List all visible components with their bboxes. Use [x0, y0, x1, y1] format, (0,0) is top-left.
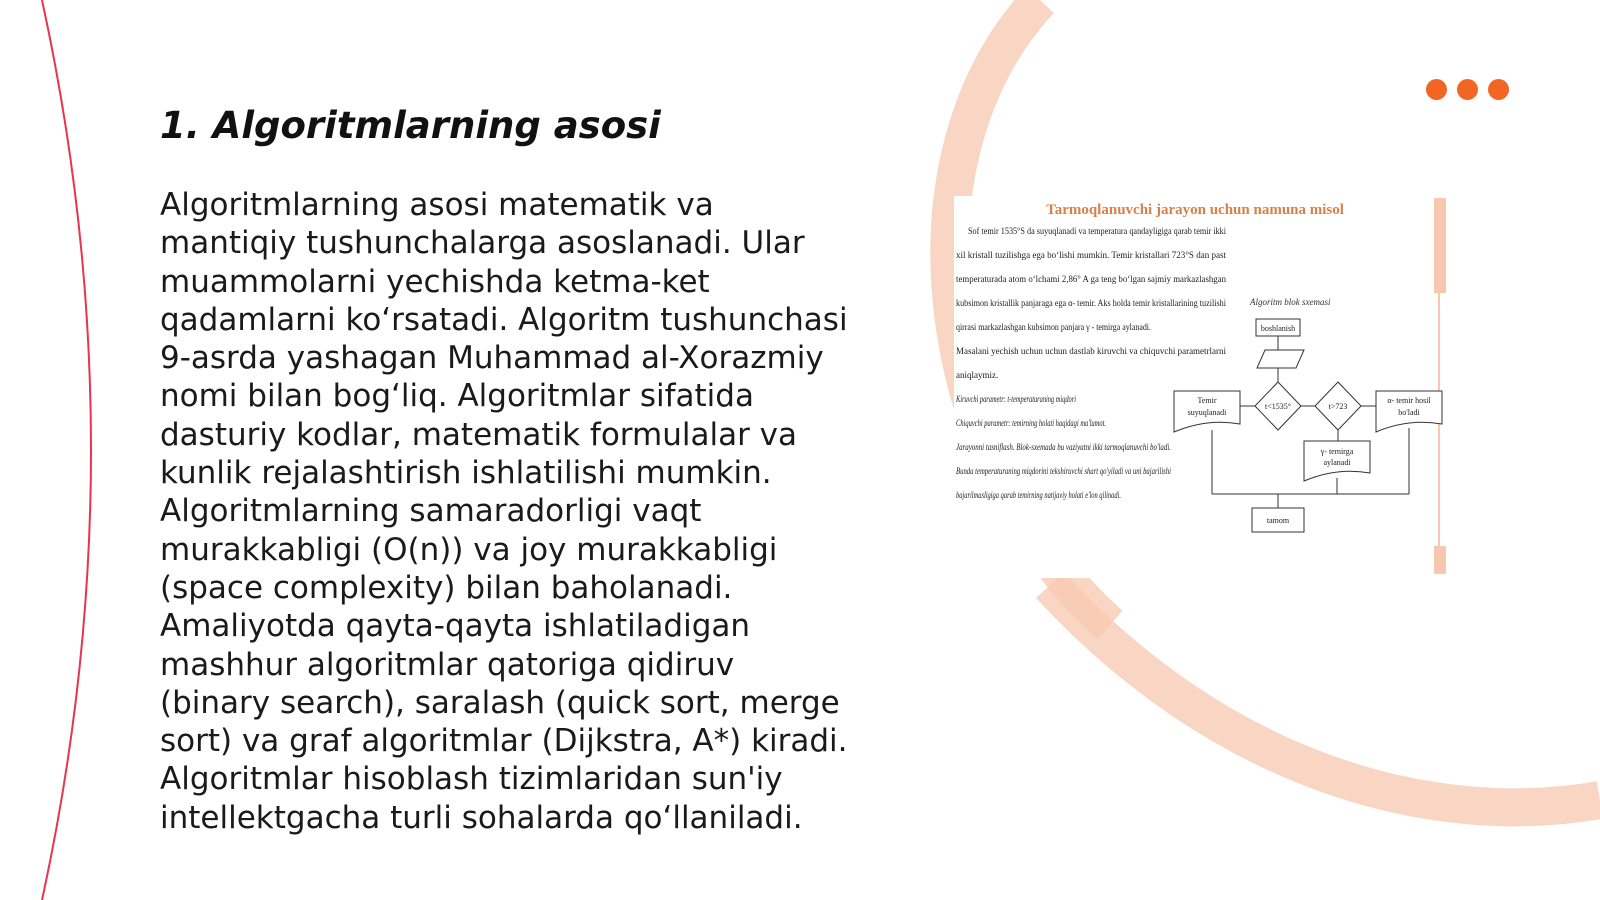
- figure-text-line: qirrasi markazlashgan kubsimon panjara γ - temirga aylanadi.: [956, 322, 1151, 332]
- figure-side-bar: [1434, 546, 1446, 574]
- figure-text-line: xil kristall tuzilishga ega boʻlishi mumkin. Temir kristallari 723°S dan past: [956, 250, 1227, 260]
- figure-text-line: Masalani yechish uchun uchun dastlab kiruvchi va chiquvchi parametrlarni: [956, 346, 1227, 356]
- figure-text-line: Kiruvchi parametr: t-temperaturaning miqdori: [955, 394, 1077, 404]
- right-box-label: α- temir hosil: [1387, 396, 1431, 405]
- condition-node-1-label: t<1535°: [1265, 402, 1291, 411]
- input-node: [1257, 350, 1304, 368]
- flowchart-figure: [954, 196, 1450, 578]
- figure-heading: Tarmoqlanuvchi jarayon uchun namuna misol: [1046, 202, 1344, 218]
- figure-text-line: kubsimon kristallik panjaraga ega α- temir. Aks holda temir kristallarining tuzilishi: [956, 298, 1227, 308]
- left-red-curve: [42, 0, 91, 900]
- flowchart-image: [954, 196, 1450, 578]
- figure-text-line: Chiquvchi parametr: temirning holati haqidagi ma'lumot.: [956, 418, 1106, 428]
- left-box-label: suyuqlanadi: [1187, 408, 1227, 417]
- slide-title: 1. Algoritmlarning asosi: [160, 104, 661, 147]
- figure-text-line: Bunda temperaturaning miqdorini tekshiruvchi shart qo'yiladi va uni bajarilishi: [956, 466, 1172, 476]
- middle-box-label: γ- temirga: [1320, 447, 1354, 456]
- right-box-label: bo'ladi: [1398, 408, 1420, 417]
- slide-body-text: Algoritmlarning asosi matematik va mantiqiy tushunchalarga asoslanadi. Ular muammolarni yechishda ketma-ket qadamlarni koʻrsatadi. Algoritm tushunchasi 9-asrda yashagan Muhammad al-Xorazmiy nomi bilan bogʻliq. Algoritmlar sifatida dasturiy kodlar, matematik formulalar va kunlik rejalashtirish ishlatilishi mumkin. Algoritmlarning samaradorligi vaqt murakkabligi (O(n)) va joy murakkabligi (space complexity) bilan baholanadi. Amaliyotda qayta-qayta ishlatiladigan mashhur algoritmlar qatoriga qidiruv (binary search), saralash (quick sort, merge sort) va graf algoritmlar (Dijkstra, A*) kiradi. Algoritmlar hisoblash tizimlaridan sun'iy intellektgacha turli sohalarda qoʻllaniladi.: [160, 187, 848, 836]
- figure-text-line: bajarilmasligiga qarab temirning natijaviy holati e'lon qilinadi.: [956, 490, 1121, 500]
- figure-side-bar: [1434, 198, 1446, 293]
- figure-text-line: Sof temir 1535°S da suyuqlanadi va temperatura qandayligiga qarab temir ikki: [968, 226, 1227, 236]
- decorative-dots: [1426, 79, 1516, 101]
- end-node-label: tamom: [1266, 516, 1290, 525]
- figure-text-line: aniqlaymiz.: [956, 370, 999, 380]
- flowchart-caption: Algoritm blok sxemasi: [1250, 297, 1331, 307]
- dot-icon: [1426, 79, 1447, 100]
- orange-arc-decoration-bottom: [1050, 585, 1600, 807]
- condition-node-2-label: t>723: [1328, 402, 1348, 411]
- dot-icon: [1457, 79, 1478, 100]
- dot-icon: [1488, 79, 1509, 100]
- start-node-label: boshlanish: [1260, 324, 1296, 333]
- figure-text-line: temperaturada atom oʻlchami 2,86° A ga teng boʻlgan sajmiy markazlashgan: [956, 274, 1227, 284]
- figure-text-line: Jarayonni tasniflash. Blok-sxemada bu vaziyatni ikki tarmoqlanuvchi bo'ladi.: [956, 442, 1171, 452]
- middle-box-label: aylanadi: [1323, 458, 1351, 467]
- left-box-label: Temir: [1197, 396, 1217, 405]
